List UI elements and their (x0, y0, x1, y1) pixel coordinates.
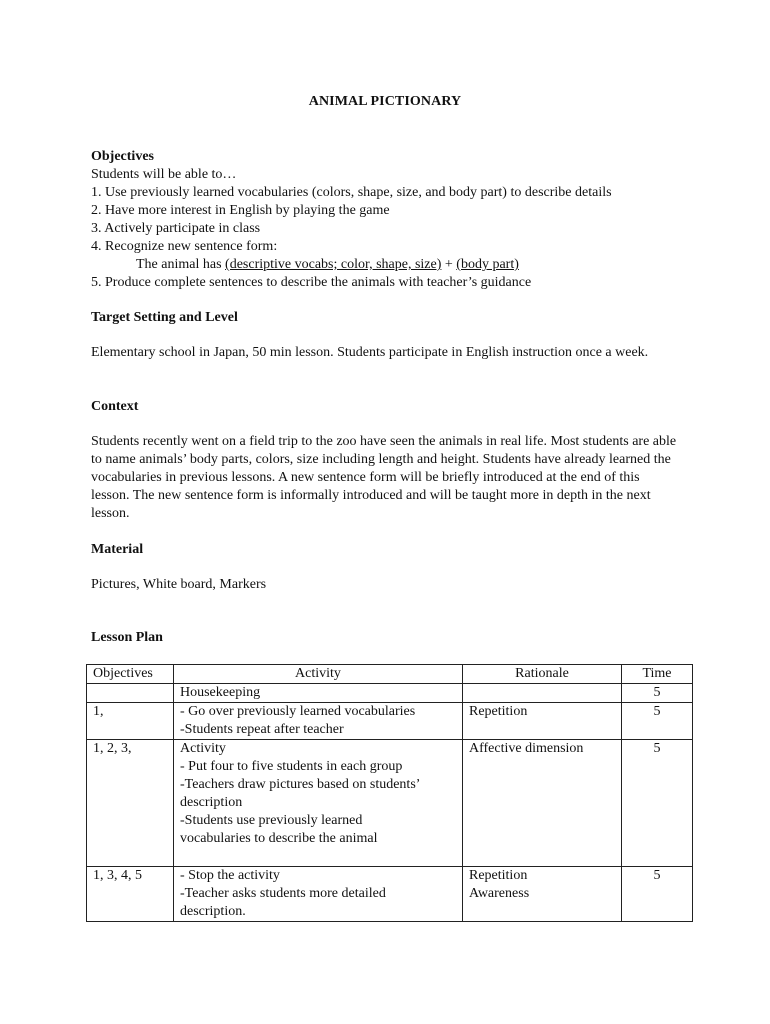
context-section (91, 398, 691, 523)
cell-activity: Housekeeping (174, 684, 463, 703)
cell-rationale (463, 867, 622, 922)
document-title: ANIMAL PICTIONARY (308, 94, 462, 109)
sentence-form-plus: + (441, 257, 457, 272)
table-row (87, 684, 693, 703)
rationale-line: Repetition (469, 704, 528, 719)
activity-line: description (180, 795, 243, 810)
table-row (87, 740, 693, 867)
rationale-line: Awareness (469, 886, 530, 901)
target-text: Elementary school in Japan, 50 min lesson. Students participate in English instruction once a week. (91, 345, 649, 360)
cell-time: 5 (622, 703, 693, 740)
table-row (87, 703, 693, 740)
context-heading: Context (91, 399, 139, 414)
activity-line: description. (180, 904, 246, 919)
activity-line: Activity (180, 741, 226, 756)
lesson-plan-heading: Lesson Plan (91, 630, 163, 645)
cell-time: 5 (622, 684, 693, 703)
material-section (91, 541, 691, 594)
table-row (87, 867, 693, 922)
objective-item-4: 4. Recognize new sentence form: (91, 239, 278, 254)
material-text: Pictures, White board, Markers (91, 577, 267, 592)
objective-item-2: 2. Have more interest in English by playing the game (91, 203, 390, 218)
header-activity: Activity (174, 665, 463, 684)
activity-line: -Students use previously learned (180, 813, 363, 828)
header-objectives: Objectives (87, 665, 174, 684)
sentence-form-prefix: The animal has (136, 257, 226, 272)
rationale-line: Repetition (469, 868, 528, 883)
cell-rationale (463, 740, 622, 867)
target-section (91, 309, 691, 362)
table-header-row (87, 665, 693, 684)
cell-objectives: 1, 2, 3, (87, 740, 174, 867)
objective-item-3: 3. Actively participate in class (91, 221, 261, 236)
objectives-heading: Objectives (91, 149, 154, 164)
cell-rationale (463, 703, 622, 740)
context-text: Students recently went on a field trip to the zoo have seen the animals in real life. Most students are able to name animals’ body parts, colors, size including length and height. Students have already learned the vocabularies in previous lessons. A new sentence form will be briefly introduced at the end of this lesson. The new sentence form is informally introduced and will be taught more in depth in the next lesson. (91, 434, 677, 521)
sentence-form (91, 256, 691, 274)
objective-item-1: 1. Use previously learned vocabularies (colors, shape, size, and body part) to describe details (91, 185, 612, 200)
cell-objectives (87, 684, 174, 703)
cell-activity (174, 703, 463, 740)
objectives-intro: Students will be able to… (91, 167, 237, 182)
cell-time: 5 (622, 867, 693, 922)
cell-objectives: 1, 3, 4, 5 (87, 867, 174, 922)
sentence-form-part-2: (body part) (456, 257, 519, 272)
cell-activity (174, 867, 463, 922)
material-heading: Material (91, 542, 144, 557)
header-time: Time (622, 665, 693, 684)
activity-line: -Students repeat after teacher (180, 722, 344, 737)
activity-line: - Stop the activity (180, 868, 280, 883)
objective-item-5: 5. Produce complete sentences to describe the animals with teacher’s guidance (91, 275, 532, 290)
objectives-section (91, 148, 691, 292)
cell-objectives: 1, (87, 703, 174, 740)
header-rationale: Rationale (463, 665, 622, 684)
target-heading: Target Setting and Level (91, 310, 238, 325)
cell-time: 5 (622, 740, 693, 867)
activity-line: - Go over previously learned vocabularies (180, 704, 416, 719)
cell-activity (174, 740, 463, 867)
lesson-plan-table (86, 664, 693, 922)
activity-line: -Teachers draw pictures based on students’ (180, 777, 421, 792)
rationale-line: Affective dimension (469, 741, 584, 756)
activity-line: - Put four to five students in each group (180, 759, 403, 774)
activity-line: -Teacher asks students more detailed (180, 886, 386, 901)
cell-rationale (463, 684, 622, 703)
sentence-form-part-1: (descriptive vocabs; color, shape, size) (225, 257, 442, 272)
lesson-plan-section (91, 629, 691, 647)
activity-line: vocabularies to describe the animal (180, 831, 378, 846)
